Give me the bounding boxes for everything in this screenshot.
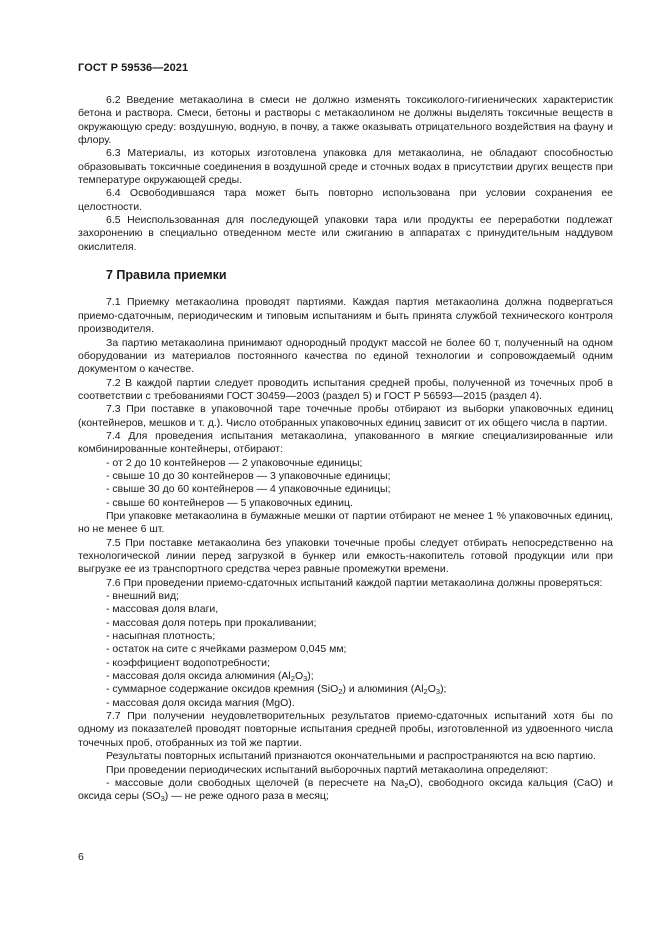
subscript: 3 bbox=[303, 674, 308, 684]
paragraph-6-5: 6.5 Неиспользованная для последующей упаковки тара или продукты ее переработки подлежат захоронению в специально отведенном месте или сжиганию в аппаратах с принудительным наддувом окислителя. bbox=[78, 214, 613, 253]
paragraph-7-6: 7.6 При проведении приемо-сдаточных испытаний каждой партии метакаолина должны проверяться: bbox=[106, 576, 603, 589]
list-item: - от 2 до 10 контейнеров — 2 упаковочные единицы; bbox=[106, 456, 363, 469]
text-fragment: - суммарное содержание оксидов кремния (SiO bbox=[106, 683, 339, 696]
paragraph-7-4: 7.4 Для проведения испытания метакаолина, упакованного в мягкие специализированные или комбинированные контейнеры, отбирают: bbox=[78, 429, 613, 456]
list-item: - массовая доля потерь при прокаливании; bbox=[106, 616, 317, 629]
paragraph-7-7-results: Результаты повторных испытаний признаются окончательными и распространяются на всю партию. bbox=[106, 750, 596, 763]
text-fragment: - массовая доля оксида алюминия (Al bbox=[106, 670, 291, 683]
paragraph-6-2: 6.2 Введение метакаолина в смеси не должно изменять токсиколого-гигиенических характеристик бетона и раствора. Смеси, бетоны и растворы с метакаолином не должны выделять токсичные веществ в окружающую среду: воздушную, водную, в почву, а также оказывать отрицательного воздействия на фауну и флору. bbox=[78, 94, 613, 147]
list-item: - массовая доля влаги, bbox=[106, 603, 219, 616]
document-body bbox=[78, 94, 613, 804]
paragraph-7-1: 7.1 Приемку метакаолина проводят партиями. Каждая партия метакаолина должна подвергаться приемо-сдаточным, периодическим и типовым испытаниям и быть принята службой технического контроля производителя. bbox=[78, 296, 613, 336]
subscript: 2 bbox=[290, 674, 295, 684]
text-fragment: O bbox=[294, 670, 304, 683]
paragraph-7-1-batch: За партию метакаолина принимают однородный продукт массой не более 60 т, полученный на одном оборудовании из материалов постоянного качества по единой технологии и сопровождаемый одним документом о качестве. bbox=[78, 336, 613, 376]
paragraph-7-5: 7.5 При поставке метакаолина без упаковки точечные пробы следует отбирать непосредственно на технологической линии перед загрузкой в бункер или емкость-накопитель готовой продукции или при выгрузке ее из транспортного средства через равные промежутки времени. bbox=[78, 536, 613, 576]
paragraph-7-3: 7.3 При поставке в упаковочной таре точечные пробы отбирают из выборки упаковочных единиц (контейнеров, мешков и т. д.). Число отобранных упаковочных единиц зависит от их общего числа в партии. bbox=[78, 403, 613, 429]
paragraph-6-3: 6.3 Материалы, из которых изготовлена упаковка для метакаолина, не обладают способностью образовывать токсичные соединения в воздушной среде и сточных водах в присутствии других веществ при температуре окружающей среды. bbox=[78, 147, 613, 187]
list-item: - коэффициент водопотребности; bbox=[106, 656, 270, 669]
subscript: 2 bbox=[404, 780, 409, 790]
list-item-mgo: - массовая доля оксида магния (MgO). bbox=[106, 696, 295, 709]
text-fragment: ); bbox=[307, 670, 314, 683]
subscript: 2 bbox=[423, 687, 428, 697]
paragraph-7-7-periodic: При проведении периодических испытаний выборочных партий метакаолина определяют: bbox=[106, 763, 549, 776]
subscript: 3 bbox=[435, 687, 441, 697]
paragraph-6-4: 6.4 Освободившаяся тара может быть повторно использована при условии сохранения ее целостности. bbox=[78, 187, 613, 213]
text-fragment: O bbox=[427, 683, 436, 696]
list-item: - остаток на сите с ячейками размером 0,045 мм; bbox=[106, 643, 347, 656]
standard-header: ГОСТ Р 59536—2021 bbox=[78, 62, 189, 74]
list-item-alkali bbox=[78, 777, 613, 804]
list-item: - свыше 10 до 30 контейнеров — 3 упаковочные единицы; bbox=[106, 469, 391, 482]
text-fragment: ) и алюминия (Al bbox=[342, 683, 424, 696]
list-item: - свыше 30 до 60 контейнеров — 4 упаковочные единицы; bbox=[106, 483, 391, 496]
list-item: - свыше 60 контейнеров — 5 упаковочных единиц. bbox=[106, 496, 353, 509]
list-item-al2o3 bbox=[78, 670, 613, 683]
paragraph-7-7: 7.7 При получении неудовлетворительных результатов приемо-сдаточных испытаний хотя бы по одному из показателей проводят повторные испытания средней пробы, изготовленной из удвоенного числа точечных проб, отобранных из той же партии. bbox=[78, 710, 613, 749]
text-fragment: - массовые доли свободных щелочей (в пересчете на Na bbox=[106, 776, 405, 789]
text-fragment: ) — не реже одного раза в месяц; bbox=[164, 790, 329, 803]
subscript: 2 bbox=[338, 687, 343, 697]
list-item-oxides-sum bbox=[78, 683, 613, 696]
paragraph-7-4-bags: При упаковке метакаолина в бумажные мешки от партии отбирают не менее 1 % упаковочных единиц, но не менее 6 шт. bbox=[78, 509, 613, 536]
list-item: - насыпная плотность; bbox=[106, 630, 216, 643]
paragraph-7-2: 7.2 В каждой партии следует проводить испытания средней пробы, полученной из точечных проб в соответствии с требованиями ГОСТ 30459—2003 (раздел 5) и ГОСТ Р 56593—2015 (раздел 4). bbox=[78, 376, 613, 402]
page-number: 6 bbox=[78, 851, 84, 863]
list-item: - внешний вид; bbox=[106, 590, 179, 603]
subscript: 3 bbox=[160, 794, 165, 804]
text-fragment: ); bbox=[440, 683, 447, 696]
text-fragment: O), свободного оксида кальция (CaO) и оксида серы (SO bbox=[78, 776, 613, 803]
section-7-title: 7 Правила приемки bbox=[106, 268, 227, 283]
